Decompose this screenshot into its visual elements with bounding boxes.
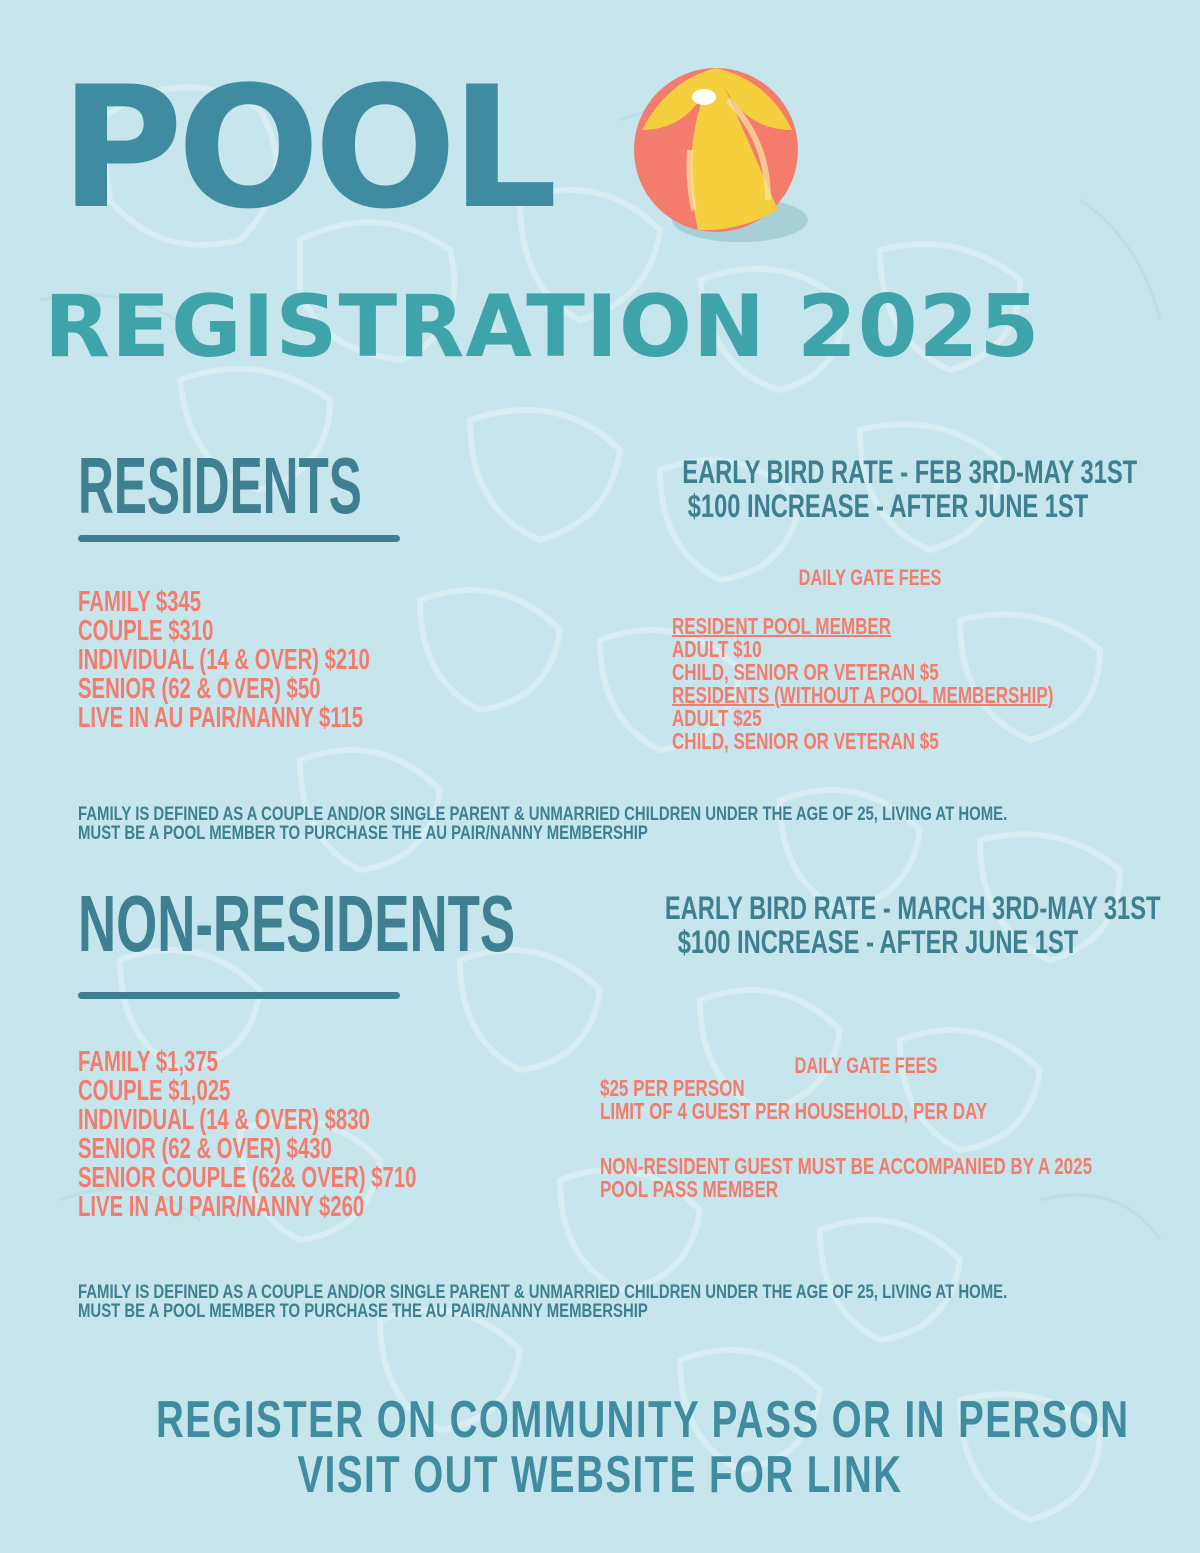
non-residents-rule (78, 992, 400, 999)
residents-heading: RESIDENTS (78, 441, 362, 530)
list-item: INDIVIDUAL (14 & OVER) $830 (78, 1104, 370, 1136)
list-item: CHILD, SENIOR OR VETERAN $5 (672, 659, 939, 685)
non-residents-heading: NON-RESIDENTS (78, 879, 516, 968)
list-item: SENIOR (62 & OVER) $50 (78, 673, 321, 705)
list-item: LIVE IN AU PAIR/NANNY $260 (78, 1191, 365, 1223)
residents-rule (78, 535, 400, 542)
list-item: CHILD, SENIOR OR VETERAN $5 (672, 728, 939, 754)
note-line: POOL PASS MEMBER (600, 1176, 779, 1202)
footer (0, 1393, 1200, 1502)
note-line: FAMILY IS DEFINED AS A COUPLE AND/OR SINGLE PARENT & UNMARRIED CHILDREN UNDER THE AGE OF 25, LIVING AT HOME. (78, 1282, 1008, 1303)
non-residents-rates (78, 1048, 416, 1222)
beach-ball-icon (628, 60, 812, 252)
list-item: COUPLE $1,025 (78, 1075, 231, 1107)
pool-title: POOL (60, 50, 552, 246)
list-item: LIVE IN AU PAIR/NANNY $115 (78, 702, 364, 734)
non-residents-gate-title-wrap (756, 1053, 976, 1079)
residents-gate-fees (672, 615, 1053, 753)
list-item: $25 PER PERSON (600, 1075, 745, 1101)
non-residents-gate-title: DAILY GATE FEES (794, 1053, 938, 1078)
residents-rates (78, 588, 370, 733)
list-item: COUPLE $310 (78, 615, 214, 647)
non-residents-gate-fees (600, 1077, 987, 1123)
residents-gate-title-wrap (760, 565, 980, 591)
list-item: SENIOR (62 & OVER) $430 (78, 1133, 332, 1165)
non-residents-gate-note (600, 1155, 1092, 1201)
residents-gate-title: DAILY GATE FEES (798, 565, 942, 590)
list-item: FAMILY $1,375 (78, 1046, 218, 1078)
list-item: RESIDENT POOL MEMBER (672, 613, 892, 639)
residents-early-bird: EARLY BIRD RATE - FEB 3RD-MAY 31ST $100 INCREASE - AFTER JUNE 1ST (682, 454, 1138, 524)
non-residents-early-bird: EARLY BIRD RATE - MARCH 3RD-MAY 31ST $100 INCREASE - AFTER JUNE 1ST (664, 890, 1161, 960)
registration-subtitle: REGISTRATION 2025 (44, 277, 1041, 377)
note-line: NON-RESIDENT GUEST MUST BE ACCOMPANIED BY A 2025 (600, 1153, 1093, 1179)
note-line: FAMILY IS DEFINED AS A COUPLE AND/OR SINGLE PARENT & UNMARRIED CHILDREN UNDER THE AGE OF 25, LIVING AT HOME. (78, 804, 1008, 825)
footer-line: REGISTER ON COMMUNITY PASS OR IN PERSON (156, 1391, 1130, 1449)
non-residents-notes (78, 1283, 1007, 1321)
list-item: LIMIT OF 4 GUEST PER HOUSEHOLD, PER DAY (600, 1098, 988, 1124)
note-line: MUST BE A POOL MEMBER TO PURCHASE THE AU PAIR/NANNY MEMBERSHIP (78, 1301, 648, 1322)
list-item: SENIOR COUPLE (62& OVER) $710 (78, 1162, 417, 1194)
list-item: ADULT $10 (672, 636, 762, 662)
list-item: ADULT $25 (672, 705, 762, 731)
note-line: MUST BE A POOL MEMBER TO PURCHASE THE AU PAIR/NANNY MEMBERSHIP (78, 823, 648, 844)
list-item: FAMILY $345 (78, 586, 202, 618)
footer-line: VISIT OUT WEBSITE FOR LINK (297, 1445, 903, 1504)
residents-notes (78, 805, 1007, 843)
list-item: INDIVIDUAL (14 & OVER) $210 (78, 644, 370, 676)
list-item: RESIDENTS (WITHOUT A POOL MEMBERSHIP) (672, 682, 1054, 708)
